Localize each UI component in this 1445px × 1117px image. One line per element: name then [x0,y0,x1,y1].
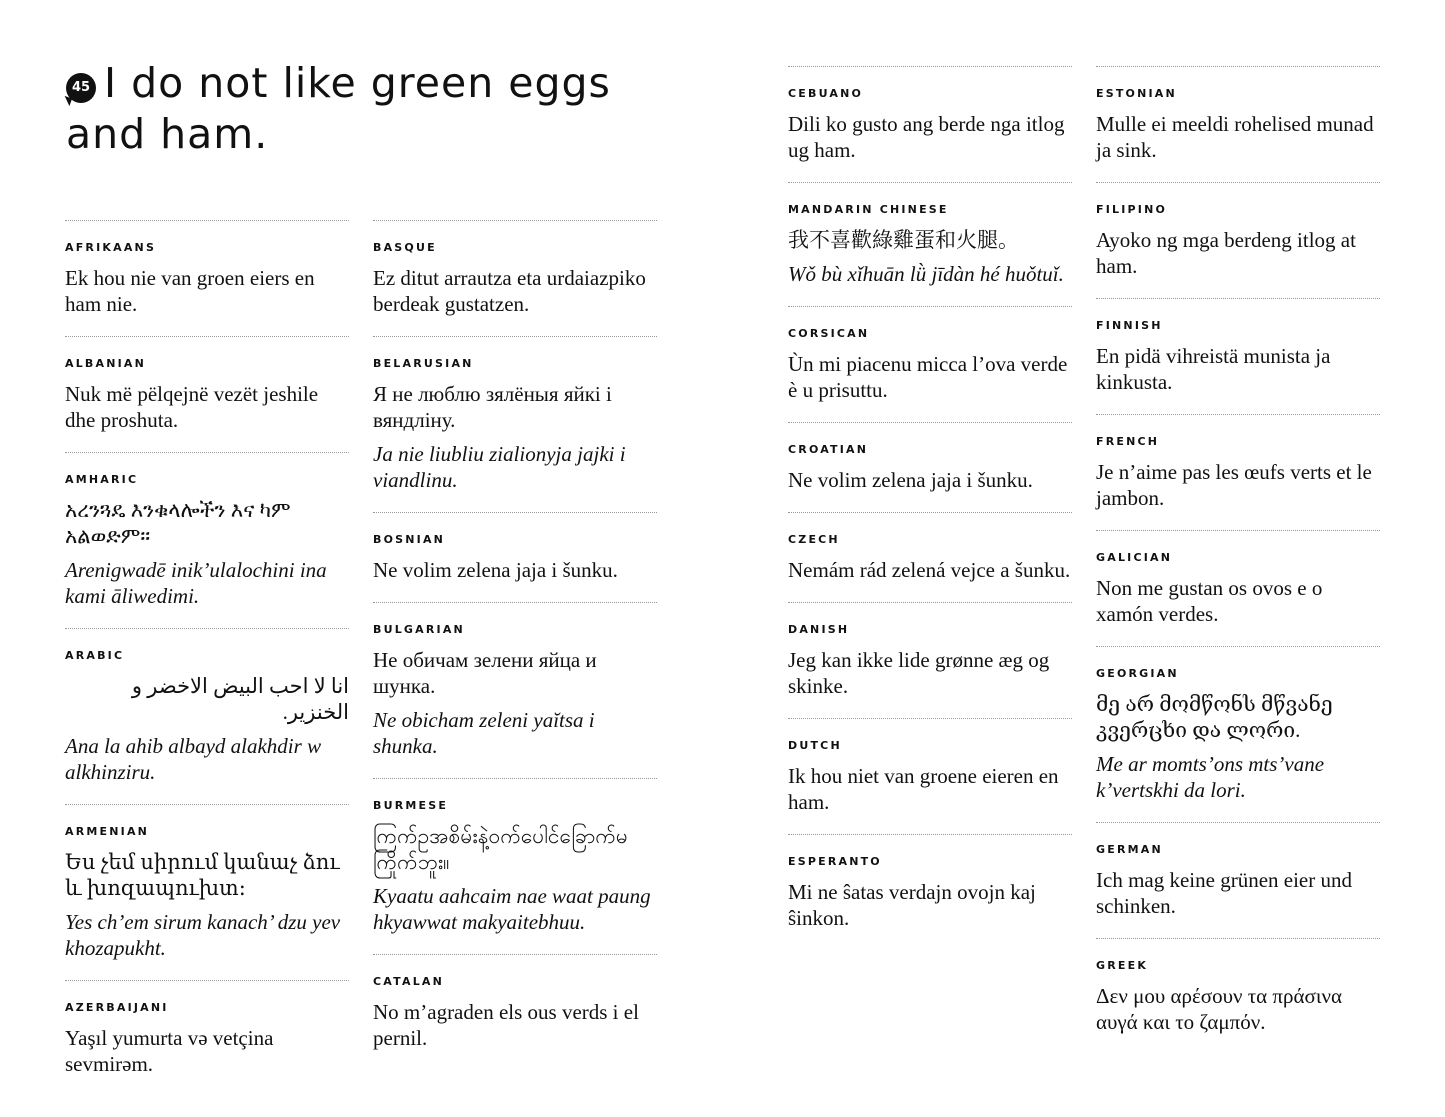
transliteration: Ana la ahib albayd alakhdir w alkhinziru. [65,734,322,784]
language-label: BURMESE [373,799,449,812]
translation-text: Ne volim zelena jaja i šunku. [788,468,1033,492]
translation-text: No m’agraden els ous verds i el pernil. [373,1000,639,1050]
language-label: ARMENIAN [65,825,150,838]
translation-text: Δεν μου αρέσουν τα πράσινα αυγά και το ζαμπόν. [1096,984,1342,1034]
translation-entry [373,220,657,336]
language-label: BASQUE [373,241,437,254]
translation-entry [1096,414,1380,530]
column-2 [373,220,657,1070]
translation-text: Jeg kan ikke lide grønne æg og skinke. [788,648,1050,698]
translation-entry [788,834,1072,950]
language-label: BOSNIAN [373,533,446,546]
translation-text: Ik hou niet van groene eieren en ham. [788,764,1059,814]
translation-entry [65,980,349,1096]
transliteration: Arenigwadē inik’ulalochini ina kami āliwedimi. [65,558,327,608]
translation-text: 我不喜歡綠雞蛋和火腿。 [788,228,1019,252]
language-label: DUTCH [788,739,842,752]
translation-entry [65,220,349,336]
translation-entry [788,512,1072,602]
language-label: GERMAN [1096,843,1163,856]
language-label: ESTONIAN [1096,87,1177,100]
translation-text: Dili ko gusto ang berde nga itlog ug ham. [788,112,1065,162]
language-label: GREEK [1096,959,1149,972]
transliteration: Me ar momts’ons mts’vane k’vertskhi da lori. [1096,752,1325,802]
translation-text: አረንጓዴ እንቁላሎችን እና ካም አልወድም። [65,498,291,548]
translation-entry [1096,822,1380,938]
translation-entry [788,422,1072,512]
translation-entry [1096,530,1380,646]
language-label: GEORGIAN [1096,667,1179,680]
translation-text: Ayoko ng mga berdeng itlog at ham. [1096,228,1356,278]
translation-entry [373,954,657,1070]
translation-text: Я не люблю зялёныя яйкі і вяндліну. [373,382,612,432]
translation-text: Ich mag keine grünen eier und schinken. [1096,868,1352,918]
translation-text: En pidä vihreistä munista ja kinkusta. [1096,344,1331,394]
language-label: BULGARIAN [373,623,465,636]
language-label: ESPERANTO [788,855,882,868]
transliteration: Kyaatu aahcaim nae waat paung hkyawwat makyaitebhuu. [373,884,651,934]
translation-text: Non me gustan os ovos e o xamón verdes. [1096,576,1323,626]
translation-text: Ek hou nie van groen eiers en ham nie. [65,266,315,316]
page-number-badge: 45 [66,73,96,103]
translation-entry [1096,66,1380,182]
column-1 [65,220,349,1096]
translation-entry [65,628,349,804]
language-label: AMHARIC [65,473,139,486]
translation-text: Ես չեմ սիրում կանաչ ձու և խոզապուխտ։ [65,850,340,900]
translation-entry [788,602,1072,718]
language-label: ARABIC [65,649,125,662]
translation-text: Je n’aime pas les œufs verts et le jambon. [1096,460,1372,510]
translation-entry [788,306,1072,422]
translation-entry [1096,646,1380,822]
translation-text: Ez ditut arrautza eta urdaiazpiko berdeak gustatzen. [373,266,646,316]
translation-text: Nuk më pëlqejnë vezët jeshile dhe proshuta. [65,382,319,432]
translation-text: Mi ne ŝatas verdajn ovojn kaj ŝinkon. [788,880,1036,930]
translation-entry [373,602,657,778]
language-label: CROATIAN [788,443,869,456]
language-label: AZERBAIJANI [65,1001,169,1014]
translation-entry [1096,182,1380,298]
translation-entry [65,804,349,980]
translation-entry [65,452,349,628]
language-label: FINNISH [1096,319,1163,332]
language-label: CORSICAN [788,327,870,340]
column-3 [788,66,1072,950]
transliteration: Wǒ bù xǐhuān lǜ jīdàn hé huǒtuǐ. [788,262,1064,286]
translation-entry [65,336,349,452]
translation-entry [1096,938,1380,1054]
translation-text: Yaşıl yumurta və vetçina sevmirəm. [65,1026,274,1076]
translation-text: მე არ მომწონს მწვანე კვერცხი და ლორი. [1096,692,1333,742]
page-title [66,58,686,160]
language-label: FRENCH [1096,435,1160,448]
language-label: FILIPINO [1096,203,1168,216]
language-label: GALICIAN [1096,551,1173,564]
translation-entry [1096,298,1380,414]
translation-entry [788,718,1072,834]
translation-text: Ne volim zelena jaja i šunku. [373,558,618,582]
translation-text: Ùn mi piacenu micca l’ova verde è u prisuttu. [788,352,1068,402]
translation-text: انا لا احب البيض الاخضر و الخنزير. [131,674,349,724]
translation-text: Nemám rád zelená vejce a šunku. [788,558,1071,582]
language-label: BELARUSIAN [373,357,474,370]
translation-entry [788,66,1072,182]
transliteration: Ne obicham zeleni yaĭtsa i shunka. [373,708,595,758]
translation-entry [373,512,657,602]
column-4 [1096,66,1380,1054]
language-label: ALBANIAN [65,357,147,370]
title-text: I do not like green eggs and ham. [66,59,611,158]
language-label: AFRIKAANS [65,241,157,254]
transliteration: Yes ch’em sirum kanach’ dzu yev khozapukht. [65,910,341,960]
translation-text: Mulle ei meeldi rohelised munad ja sink. [1096,112,1374,162]
language-label: MANDARIN CHINESE [788,203,949,216]
translation-text: Не обичам зелени яйца и шунка. [373,648,597,698]
translation-entry [373,778,657,954]
language-label: CATALAN [373,975,445,988]
translation-entry [788,182,1072,306]
language-label: CZECH [788,533,840,546]
translation-entry [373,336,657,512]
language-label: DANISH [788,623,850,636]
transliteration: Ja nie liubliu zialionyja jajki i viandlinu. [373,442,626,492]
translation-text: ကြက်ဥအစိမ်းနဲ့ဝက်ပေါင်ခြောက်မကြိုက်ဘူး။ [373,824,628,874]
language-label: CEBUANO [788,87,864,100]
